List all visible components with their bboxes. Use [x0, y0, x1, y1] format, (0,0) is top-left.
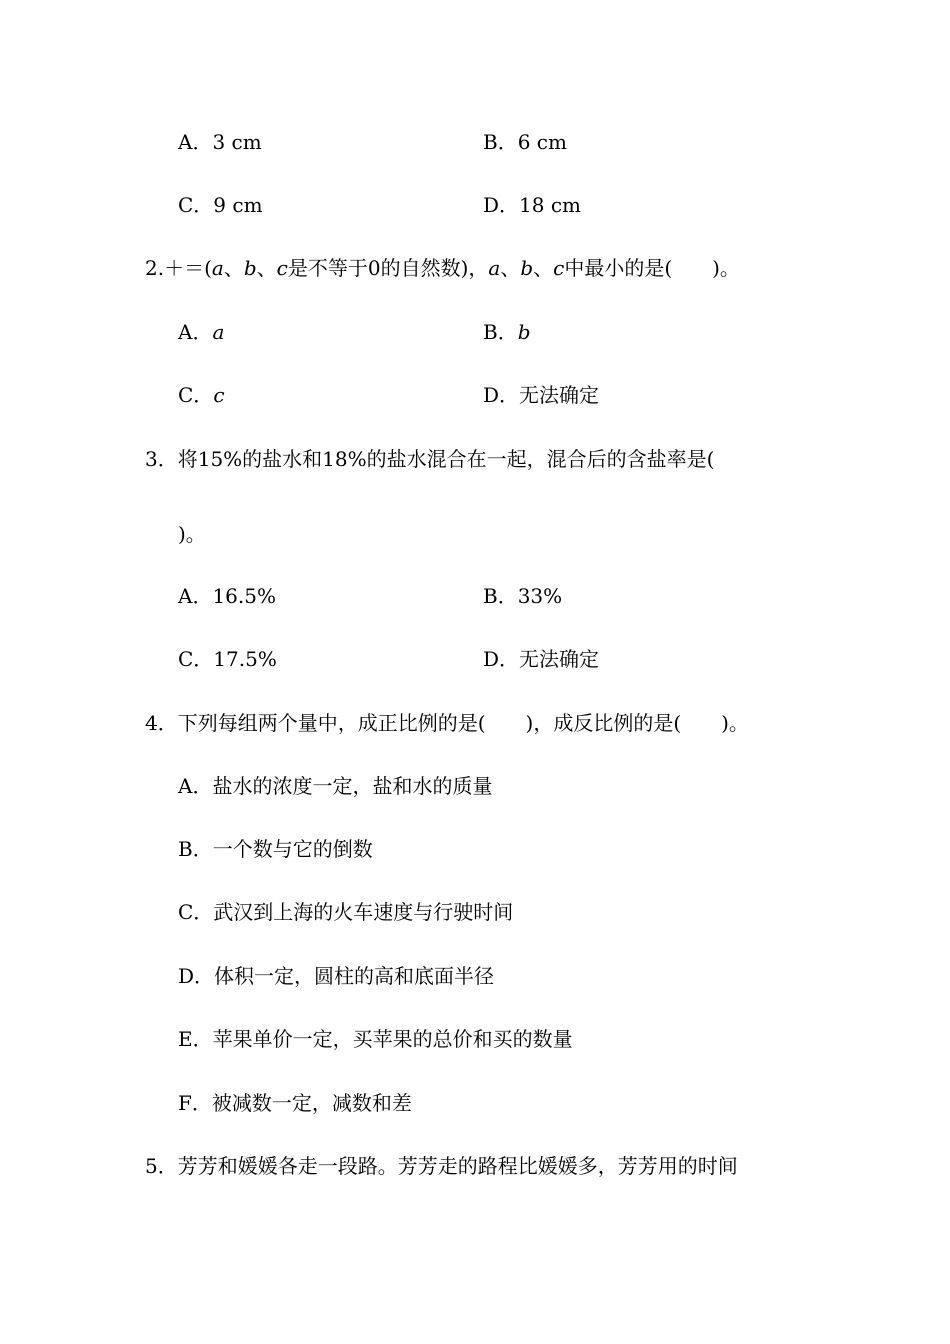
- q2-option-b: B．b: [483, 320, 531, 344]
- q4-option-a: A．盐水的浓度一定，盐和水的质量: [178, 774, 493, 798]
- q2-option-a: A．a: [178, 320, 225, 344]
- q3-option-a: A．16.5%: [178, 584, 276, 608]
- q1-option-c: C．9 cm: [178, 193, 263, 217]
- q1-option-a: A．3 cm: [178, 130, 262, 154]
- q1-option-b: B．6 cm: [483, 130, 567, 154]
- q4-option-c: C．武汉到上海的火车速度与行驶时间: [178, 900, 514, 924]
- q2-option-c: C．c: [178, 383, 225, 407]
- q4-option-b: B．一个数与它的倒数: [178, 837, 373, 861]
- q3-stem-line2: )。: [178, 522, 206, 546]
- q4-option-e: E．苹果单价一定，买苹果的总价和买的数量: [178, 1027, 573, 1051]
- q2-stem: 2.＋＝(a、b、c是不等于0的自然数)，a、b、c中最小的是( )。: [145, 256, 740, 280]
- q5-stem: 5．芳芳和媛媛各走一段路。芳芳走的路程比媛媛多，芳芳用的时间: [145, 1154, 738, 1178]
- q4-option-d: D．体积一定，圆柱的高和底面半径: [178, 964, 495, 988]
- q1-option-d: D．18 cm: [483, 193, 582, 217]
- q3-option-d: D．无法确定: [483, 647, 600, 671]
- q4-option-f: F．被减数一定，减数和差: [178, 1091, 412, 1115]
- q4-stem: 4．下列每组两个量中，成正比例的是( )，成反比例的是( )。: [145, 711, 749, 735]
- q3-option-b: B．33%: [483, 584, 563, 608]
- q3-option-c: C．17.5%: [178, 647, 277, 671]
- q2-option-d: D．无法确定: [483, 383, 600, 407]
- q3-stem-line1: 3．将15%的盐水和18%的盐水混合在一起，混合后的含盐率是(: [145, 447, 715, 471]
